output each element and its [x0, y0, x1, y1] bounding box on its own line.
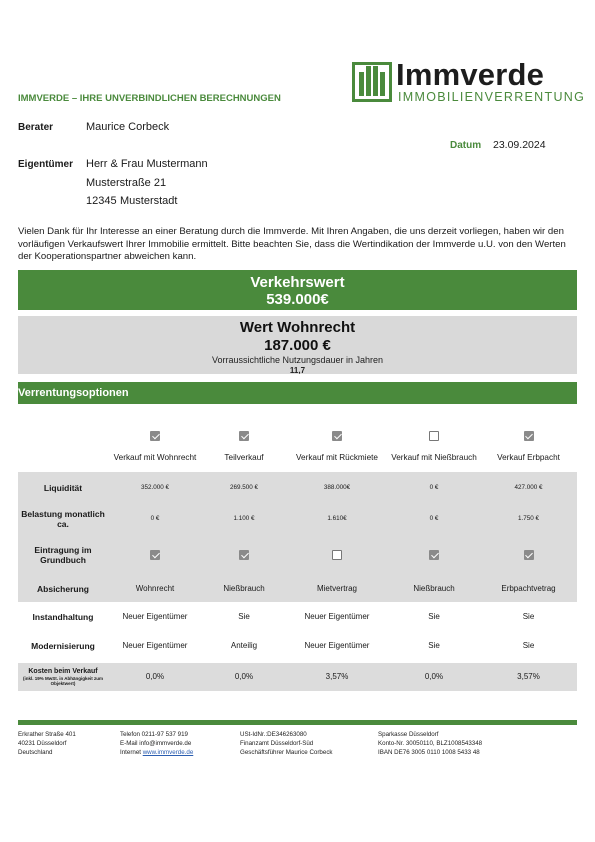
- eigentuemer-city: Musterstadt: [120, 195, 178, 207]
- option-label: Verkauf mit Rückmiete: [296, 453, 378, 462]
- option-checkbox-rueckmiete[interactable]: [332, 431, 342, 441]
- corner-cell: [18, 428, 108, 444]
- instandhaltung-value: Neuer Eigentümer: [304, 612, 370, 621]
- section-title: Verrentungsoptionen: [18, 387, 129, 399]
- wohnrecht-value: 187.000 €: [264, 337, 331, 354]
- liquiditaet-value: 388.000€: [286, 472, 388, 503]
- table-row-kosten: [18, 663, 577, 691]
- wohnrecht-duration-note: Vorraussichtliche Nutzungsdauer in Jahren: [211, 355, 384, 365]
- grundbuch-checkbox[interactable]: [429, 550, 439, 560]
- grundbuch-checkbox[interactable]: [150, 550, 160, 560]
- kosten-sublabel: (inkl. 19% MwSt. in Abhängigkeit zum Objektwert): [22, 676, 104, 686]
- modernisierung-value: Neuer Eigentümer: [304, 641, 370, 650]
- kosten-label-cell: [18, 663, 108, 691]
- footer-web-link[interactable]: www.immverde.de: [142, 749, 194, 757]
- row-label: Absicherung: [18, 576, 108, 602]
- eigentuemer-name: Herr & Frau Mustermann: [86, 158, 208, 170]
- eigentuemer-zip: 12345: [86, 195, 117, 207]
- belastung-value: 1.750 €: [480, 503, 577, 534]
- footer-line: Erkrather Straße 401: [18, 731, 76, 738]
- logo-tagline: IMMOBILIENVERRENTUNG: [398, 90, 586, 104]
- footer-line: 40231 Düsseldorf: [18, 740, 67, 748]
- document-heading: IMMVERDE – IHRE UNVERBINDLICHEN BERECHNUNGEN: [18, 93, 281, 104]
- grundbuch-checkbox[interactable]: [239, 550, 249, 560]
- eigentuemer-label: Eigentümer: [18, 159, 74, 170]
- table-row-absicherung: [18, 576, 577, 602]
- table-row-eintragung: [18, 534, 577, 576]
- footer-phone: Telefon 0211-97 537 919: [120, 731, 189, 738]
- footer-line: Konto-Nr. 30050110, BLZ1008543348: [378, 740, 483, 748]
- kosten-value: 0,0%: [202, 663, 286, 691]
- verkehrswert-value: 539.000€: [266, 291, 329, 308]
- liquiditaet-value: 0 €: [388, 472, 480, 503]
- wohnrecht-title: Wert Wohnrecht: [239, 319, 356, 336]
- footer-web: [120, 748, 193, 757]
- footer-line: Finanzamt Düsseldorf-Süd: [240, 740, 314, 748]
- kosten-value: 0,0%: [108, 663, 202, 691]
- logo-name: Immverde: [396, 57, 545, 92]
- berater-value: Maurice Corbeck: [86, 121, 170, 133]
- row-label: Eintragung im Grundbuch: [18, 534, 108, 576]
- instandhaltung-value: Neuer Eigentümer: [122, 612, 188, 621]
- option-checkbox-niessbrauch[interactable]: [429, 431, 439, 441]
- absicherung-value: Nießbrauch: [202, 576, 286, 602]
- footer-contact: [120, 730, 193, 758]
- instandhaltung-value: Sie: [428, 612, 440, 621]
- modernisierung-value: Anteilig: [230, 641, 258, 650]
- section-band: [18, 382, 577, 404]
- footer-legal: [240, 730, 333, 758]
- datum-value: 23.09.2024: [493, 139, 546, 151]
- option-checkbox-wohnrecht[interactable]: [150, 431, 160, 441]
- belastung-value: 0 €: [388, 503, 480, 534]
- table-row-liquiditaet: [18, 472, 577, 503]
- option-label: Teilverkauf: [224, 453, 264, 462]
- wohnrecht-duration-years: 11,7: [289, 366, 306, 374]
- option-label: Verkauf mit Nießbrauch: [391, 453, 477, 462]
- grundbuch-checkbox[interactable]: [524, 550, 534, 560]
- absicherung-value: Mietvertrag: [286, 576, 388, 602]
- intro-text: Vielen Dank für Ihr Interesse an einer Beratung durch die Immverde. Mit Ihren Angaben, die uns derzeit vorliegen, haben wir den vorläufigen Verkaufswert Ihrer Immobilie ermittelt. Bitte beachten Sie, dass die Wertindikation der Immverde u.U. von den Werten der Kooperationspartner abweichen kann.: [18, 226, 566, 262]
- row-label: Liquidität: [18, 472, 108, 503]
- options-table: [18, 428, 577, 691]
- footer-divider: [18, 720, 577, 725]
- option-label: Verkauf Erbpacht: [497, 453, 560, 462]
- footer-line: Geschäftsführer Maurice Corbeck: [240, 749, 333, 757]
- footer-address: [18, 730, 76, 758]
- eigentuemer-street: Musterstraße 21: [86, 177, 167, 189]
- table-row-modernisierung: [18, 632, 577, 660]
- grundbuch-checkbox[interactable]: [332, 550, 342, 560]
- footer-bank: [378, 730, 482, 758]
- company-logo: [352, 57, 586, 106]
- belastung-value: 1.100 €: [202, 503, 286, 534]
- absicherung-value: Wohnrecht: [108, 576, 202, 602]
- footer-line: USt-IdNr.:DE346263080: [240, 731, 307, 738]
- row-label: Belastung monatlich ca.: [18, 503, 108, 534]
- row-label: Kosten beim Verkauf: [28, 668, 98, 675]
- kosten-value: 3,57%: [480, 663, 577, 691]
- row-label: Modernisierung: [31, 641, 95, 651]
- logo-building-icon: [352, 62, 392, 102]
- modernisierung-value: Neuer Eigentümer: [122, 641, 188, 650]
- berater-label: Berater: [18, 122, 54, 133]
- absicherung-value: Erbpachtvetrag: [480, 576, 577, 602]
- kosten-value: 0,0%: [388, 663, 480, 691]
- belastung-value: 1.610€: [286, 503, 388, 534]
- liquiditaet-value: 269.500 €: [202, 472, 286, 503]
- footer-line: Deutschland: [18, 749, 53, 757]
- footer-line: Sparkasse Düsseldorf: [378, 731, 439, 738]
- instandhaltung-value: Sie: [238, 612, 250, 621]
- row-label: Instandhaltung: [32, 612, 94, 622]
- wohnrecht-band: [18, 316, 577, 374]
- footer-web-prefix: Internet: [120, 749, 141, 757]
- liquiditaet-value: 427.000 €: [480, 472, 577, 503]
- modernisierung-value: Sie: [428, 641, 440, 650]
- liquiditaet-value: 352.000 €: [108, 472, 202, 503]
- footer-email: E-Mail info@immverde.de: [120, 740, 192, 748]
- option-checkbox-erbpacht[interactable]: [524, 431, 534, 441]
- verkehrswert-band: [18, 270, 577, 310]
- table-row-instandhaltung: [18, 602, 577, 632]
- instandhaltung-value: Sie: [522, 612, 535, 621]
- footer-line: IBAN DE76 3005 0110 1008 5433 48: [378, 749, 480, 757]
- kosten-value: 3,57%: [286, 663, 388, 691]
- modernisierung-value: Sie: [522, 641, 535, 650]
- belastung-value: 0 €: [108, 503, 202, 534]
- option-label: Verkauf mit Wohnrecht: [113, 453, 197, 462]
- option-checkbox-teilverkauf[interactable]: [239, 431, 249, 441]
- table-row-belastung: [18, 503, 577, 534]
- absicherung-value: Nießbrauch: [388, 576, 480, 602]
- verkehrswert-title: Verkehrswert: [250, 274, 345, 291]
- datum-label: Datum: [450, 140, 482, 151]
